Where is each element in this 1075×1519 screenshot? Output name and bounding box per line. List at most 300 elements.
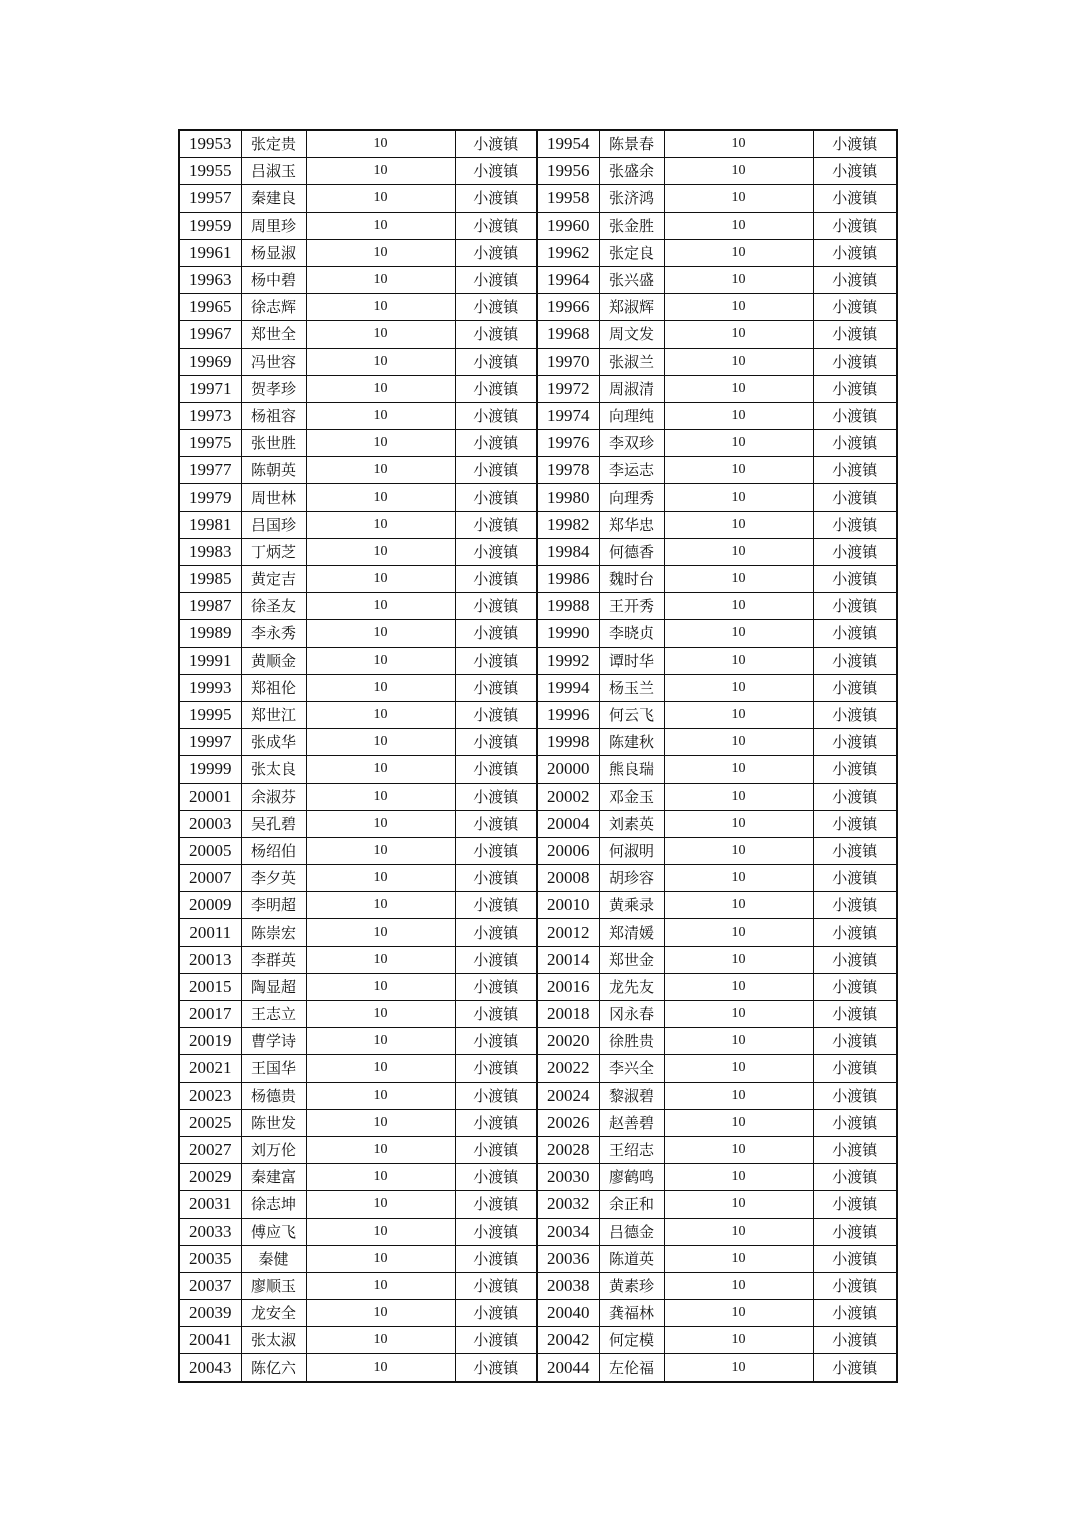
table-row <box>179 973 897 1000</box>
left-person-name-cell: 李永秀 <box>241 620 306 647</box>
right-record-id-cell: 20034 <box>537 1218 599 1245</box>
right-amount-cell: 10 <box>664 185 813 212</box>
left-person-name-cell: 郑世全 <box>241 321 306 348</box>
left-person-name-cell: 陈亿六 <box>241 1354 306 1382</box>
right-town-name-cell: 小渡镇 <box>813 1136 897 1163</box>
left-town-name-cell: 小渡镇 <box>455 593 537 620</box>
right-person-name-cell: 向理纯 <box>599 402 664 429</box>
right-record-id-cell: 20024 <box>537 1082 599 1109</box>
table-row <box>179 674 897 701</box>
left-amount-cell: 10 <box>306 1300 455 1327</box>
table-row <box>179 1327 897 1354</box>
right-person-name-cell: 张兴盛 <box>599 266 664 293</box>
left-record-id-cell: 19997 <box>179 729 241 756</box>
right-record-id-cell: 20000 <box>537 756 599 783</box>
right-amount-cell: 10 <box>664 457 813 484</box>
right-record-id-cell: 19988 <box>537 593 599 620</box>
left-town-name-cell: 小渡镇 <box>455 1109 537 1136</box>
left-amount-cell: 10 <box>306 1245 455 1272</box>
left-person-name-cell: 吕淑玉 <box>241 158 306 185</box>
left-town-name-cell: 小渡镇 <box>455 1164 537 1191</box>
right-amount-cell: 10 <box>664 865 813 892</box>
right-town-name-cell: 小渡镇 <box>813 321 897 348</box>
right-person-name-cell: 胡珍容 <box>599 865 664 892</box>
left-person-name-cell: 刘万伦 <box>241 1136 306 1163</box>
table-row <box>179 130 897 158</box>
left-amount-cell: 10 <box>306 348 455 375</box>
right-amount-cell: 10 <box>664 1272 813 1299</box>
table-row <box>179 321 897 348</box>
right-town-name-cell: 小渡镇 <box>813 946 897 973</box>
left-amount-cell: 10 <box>306 1164 455 1191</box>
table-row <box>179 294 897 321</box>
right-town-name-cell: 小渡镇 <box>813 1272 897 1299</box>
right-person-name-cell: 郑淑辉 <box>599 294 664 321</box>
right-town-name-cell: 小渡镇 <box>813 430 897 457</box>
right-person-name-cell: 龙先友 <box>599 973 664 1000</box>
left-record-id-cell: 19963 <box>179 266 241 293</box>
right-person-name-cell: 张盛余 <box>599 158 664 185</box>
left-record-id-cell: 19983 <box>179 538 241 565</box>
right-town-name-cell: 小渡镇 <box>813 185 897 212</box>
left-amount-cell: 10 <box>306 756 455 783</box>
right-amount-cell: 10 <box>664 1001 813 1028</box>
right-town-name-cell: 小渡镇 <box>813 1300 897 1327</box>
table-row <box>179 1245 897 1272</box>
right-record-id-cell: 19982 <box>537 511 599 538</box>
right-record-id-cell: 19958 <box>537 185 599 212</box>
right-record-id-cell: 19954 <box>537 130 599 158</box>
left-amount-cell: 10 <box>306 1109 455 1136</box>
left-record-id-cell: 19985 <box>179 566 241 593</box>
right-record-id-cell: 19970 <box>537 348 599 375</box>
right-amount-cell: 10 <box>664 783 813 810</box>
left-record-id-cell: 20015 <box>179 973 241 1000</box>
right-person-name-cell: 向理秀 <box>599 484 664 511</box>
left-amount-cell: 10 <box>306 566 455 593</box>
right-record-id-cell: 20004 <box>537 810 599 837</box>
right-town-name-cell: 小渡镇 <box>813 266 897 293</box>
right-person-name-cell: 吕德金 <box>599 1218 664 1245</box>
right-record-id-cell: 19956 <box>537 158 599 185</box>
table-row <box>179 620 897 647</box>
left-amount-cell: 10 <box>306 158 455 185</box>
left-record-id-cell: 19969 <box>179 348 241 375</box>
left-record-id-cell: 20035 <box>179 1245 241 1272</box>
table-row <box>179 1300 897 1327</box>
left-town-name-cell: 小渡镇 <box>455 538 537 565</box>
left-amount-cell: 10 <box>306 266 455 293</box>
left-record-id-cell: 19987 <box>179 593 241 620</box>
right-record-id-cell: 19980 <box>537 484 599 511</box>
right-town-name-cell: 小渡镇 <box>813 402 897 429</box>
left-amount-cell: 10 <box>306 212 455 239</box>
right-town-name-cell: 小渡镇 <box>813 538 897 565</box>
right-person-name-cell: 黎淑碧 <box>599 1082 664 1109</box>
right-town-name-cell: 小渡镇 <box>813 674 897 701</box>
right-record-id-cell: 20008 <box>537 865 599 892</box>
left-amount-cell: 10 <box>306 1354 455 1382</box>
right-record-id-cell: 20014 <box>537 946 599 973</box>
right-town-name-cell: 小渡镇 <box>813 130 897 158</box>
left-amount-cell: 10 <box>306 620 455 647</box>
right-person-name-cell: 张定良 <box>599 239 664 266</box>
right-record-id-cell: 20016 <box>537 973 599 1000</box>
right-record-id-cell: 19996 <box>537 701 599 728</box>
right-town-name-cell: 小渡镇 <box>813 566 897 593</box>
right-amount-cell: 10 <box>664 729 813 756</box>
right-person-name-cell: 张淑兰 <box>599 348 664 375</box>
right-amount-cell: 10 <box>664 566 813 593</box>
left-person-name-cell: 丁炳芝 <box>241 538 306 565</box>
left-person-name-cell: 郑世江 <box>241 701 306 728</box>
table-row <box>179 1164 897 1191</box>
left-amount-cell: 10 <box>306 130 455 158</box>
left-person-name-cell: 郑祖伦 <box>241 674 306 701</box>
left-person-name-cell: 王志立 <box>241 1001 306 1028</box>
left-amount-cell: 10 <box>306 1191 455 1218</box>
left-town-name-cell: 小渡镇 <box>455 1191 537 1218</box>
left-person-name-cell: 贺孝珍 <box>241 375 306 402</box>
right-person-name-cell: 黄素珍 <box>599 1272 664 1299</box>
table-row <box>179 756 897 783</box>
right-town-name-cell: 小渡镇 <box>813 1218 897 1245</box>
right-amount-cell: 10 <box>664 837 813 864</box>
left-amount-cell: 10 <box>306 1218 455 1245</box>
right-record-id-cell: 19986 <box>537 566 599 593</box>
right-amount-cell: 10 <box>664 674 813 701</box>
right-person-name-cell: 何淑明 <box>599 837 664 864</box>
right-person-name-cell: 李运志 <box>599 457 664 484</box>
right-person-name-cell: 郑世金 <box>599 946 664 973</box>
right-person-name-cell: 张金胜 <box>599 212 664 239</box>
left-person-name-cell: 杨绍伯 <box>241 837 306 864</box>
left-record-id-cell: 19981 <box>179 511 241 538</box>
table-row <box>179 919 897 946</box>
table-row <box>179 538 897 565</box>
left-town-name-cell: 小渡镇 <box>455 212 537 239</box>
right-record-id-cell: 19974 <box>537 402 599 429</box>
table-row <box>179 484 897 511</box>
left-person-name-cell: 杨显淑 <box>241 239 306 266</box>
right-town-name-cell: 小渡镇 <box>813 892 897 919</box>
left-person-name-cell: 秦建富 <box>241 1164 306 1191</box>
right-person-name-cell: 龚福林 <box>599 1300 664 1327</box>
left-amount-cell: 10 <box>306 321 455 348</box>
left-person-name-cell: 张成华 <box>241 729 306 756</box>
table-row <box>179 837 897 864</box>
right-record-id-cell: 19978 <box>537 457 599 484</box>
left-person-name-cell: 杨中碧 <box>241 266 306 293</box>
right-amount-cell: 10 <box>664 239 813 266</box>
left-amount-cell: 10 <box>306 1001 455 1028</box>
table-row <box>179 1055 897 1082</box>
right-town-name-cell: 小渡镇 <box>813 511 897 538</box>
right-record-id-cell: 20038 <box>537 1272 599 1299</box>
right-person-name-cell: 李双珍 <box>599 430 664 457</box>
left-record-id-cell: 20017 <box>179 1001 241 1028</box>
right-person-name-cell: 李晓贞 <box>599 620 664 647</box>
table-row <box>179 430 897 457</box>
right-town-name-cell: 小渡镇 <box>813 294 897 321</box>
left-town-name-cell: 小渡镇 <box>455 837 537 864</box>
right-town-name-cell: 小渡镇 <box>813 1001 897 1028</box>
left-amount-cell: 10 <box>306 865 455 892</box>
left-record-id-cell: 20041 <box>179 1327 241 1354</box>
table-row <box>179 402 897 429</box>
left-amount-cell: 10 <box>306 973 455 1000</box>
left-person-name-cell: 廖顺玉 <box>241 1272 306 1299</box>
left-record-id-cell: 20029 <box>179 1164 241 1191</box>
table-row <box>179 239 897 266</box>
roster-table <box>178 129 898 1383</box>
left-person-name-cell: 黄顺金 <box>241 647 306 674</box>
left-person-name-cell: 李明超 <box>241 892 306 919</box>
right-amount-cell: 10 <box>664 1245 813 1272</box>
left-amount-cell: 10 <box>306 1082 455 1109</box>
right-person-name-cell: 郑清媛 <box>599 919 664 946</box>
left-amount-cell: 10 <box>306 457 455 484</box>
right-record-id-cell: 20040 <box>537 1300 599 1327</box>
right-town-name-cell: 小渡镇 <box>813 973 897 1000</box>
left-town-name-cell: 小渡镇 <box>455 892 537 919</box>
right-record-id-cell: 20026 <box>537 1109 599 1136</box>
table-row <box>179 729 897 756</box>
left-person-name-cell: 李群英 <box>241 946 306 973</box>
right-town-name-cell: 小渡镇 <box>813 865 897 892</box>
right-amount-cell: 10 <box>664 538 813 565</box>
left-record-id-cell: 19961 <box>179 239 241 266</box>
left-person-name-cell: 杨祖容 <box>241 402 306 429</box>
right-town-name-cell: 小渡镇 <box>813 1164 897 1191</box>
right-amount-cell: 10 <box>664 1109 813 1136</box>
table-row <box>179 593 897 620</box>
right-person-name-cell: 刘素英 <box>599 810 664 837</box>
left-record-id-cell: 20023 <box>179 1082 241 1109</box>
left-town-name-cell: 小渡镇 <box>455 430 537 457</box>
left-person-name-cell: 徐志辉 <box>241 294 306 321</box>
left-town-name-cell: 小渡镇 <box>455 620 537 647</box>
left-town-name-cell: 小渡镇 <box>455 1272 537 1299</box>
right-amount-cell: 10 <box>664 1082 813 1109</box>
table-row <box>179 212 897 239</box>
right-amount-cell: 10 <box>664 294 813 321</box>
left-town-name-cell: 小渡镇 <box>455 239 537 266</box>
right-town-name-cell: 小渡镇 <box>813 158 897 185</box>
left-town-name-cell: 小渡镇 <box>455 1300 537 1327</box>
left-person-name-cell: 周世林 <box>241 484 306 511</box>
right-person-name-cell: 何定模 <box>599 1327 664 1354</box>
left-amount-cell: 10 <box>306 185 455 212</box>
table-row <box>179 1109 897 1136</box>
left-record-id-cell: 20009 <box>179 892 241 919</box>
right-amount-cell: 10 <box>664 348 813 375</box>
right-town-name-cell: 小渡镇 <box>813 756 897 783</box>
left-record-id-cell: 19977 <box>179 457 241 484</box>
table-row <box>179 457 897 484</box>
right-town-name-cell: 小渡镇 <box>813 348 897 375</box>
right-person-name-cell: 谭时华 <box>599 647 664 674</box>
left-record-id-cell: 19955 <box>179 158 241 185</box>
right-town-name-cell: 小渡镇 <box>813 620 897 647</box>
right-person-name-cell: 余正和 <box>599 1191 664 1218</box>
table-row <box>179 1028 897 1055</box>
right-town-name-cell: 小渡镇 <box>813 1191 897 1218</box>
table-row <box>179 701 897 728</box>
right-person-name-cell: 魏时台 <box>599 566 664 593</box>
right-town-name-cell: 小渡镇 <box>813 239 897 266</box>
left-record-id-cell: 20027 <box>179 1136 241 1163</box>
left-person-name-cell: 杨德贵 <box>241 1082 306 1109</box>
left-amount-cell: 10 <box>306 1327 455 1354</box>
right-amount-cell: 10 <box>664 810 813 837</box>
left-town-name-cell: 小渡镇 <box>455 158 537 185</box>
right-town-name-cell: 小渡镇 <box>813 810 897 837</box>
right-town-name-cell: 小渡镇 <box>813 701 897 728</box>
right-record-id-cell: 20032 <box>537 1191 599 1218</box>
left-record-id-cell: 20007 <box>179 865 241 892</box>
left-person-name-cell: 龙安全 <box>241 1300 306 1327</box>
right-person-name-cell: 廖鹤鸣 <box>599 1164 664 1191</box>
left-town-name-cell: 小渡镇 <box>455 511 537 538</box>
left-amount-cell: 10 <box>306 484 455 511</box>
right-amount-cell: 10 <box>664 1327 813 1354</box>
right-amount-cell: 10 <box>664 484 813 511</box>
right-amount-cell: 10 <box>664 1136 813 1163</box>
left-record-id-cell: 19989 <box>179 620 241 647</box>
right-amount-cell: 10 <box>664 158 813 185</box>
left-record-id-cell: 20031 <box>179 1191 241 1218</box>
right-town-name-cell: 小渡镇 <box>813 375 897 402</box>
left-record-id-cell: 19975 <box>179 430 241 457</box>
right-town-name-cell: 小渡镇 <box>813 1109 897 1136</box>
right-town-name-cell: 小渡镇 <box>813 457 897 484</box>
right-person-name-cell: 张济鸿 <box>599 185 664 212</box>
left-town-name-cell: 小渡镇 <box>455 1245 537 1272</box>
left-amount-cell: 10 <box>306 1272 455 1299</box>
left-record-id-cell: 19973 <box>179 402 241 429</box>
right-record-id-cell: 19964 <box>537 266 599 293</box>
table-row <box>179 185 897 212</box>
right-person-name-cell: 杨玉兰 <box>599 674 664 701</box>
left-amount-cell: 10 <box>306 810 455 837</box>
left-amount-cell: 10 <box>306 1136 455 1163</box>
right-person-name-cell: 李兴全 <box>599 1055 664 1082</box>
table-row <box>179 892 897 919</box>
right-town-name-cell: 小渡镇 <box>813 837 897 864</box>
left-record-id-cell: 19993 <box>179 674 241 701</box>
left-town-name-cell: 小渡镇 <box>455 1055 537 1082</box>
left-record-id-cell: 19999 <box>179 756 241 783</box>
left-town-name-cell: 小渡镇 <box>455 375 537 402</box>
left-record-id-cell: 20013 <box>179 946 241 973</box>
left-record-id-cell: 19953 <box>179 130 241 158</box>
left-record-id-cell: 20033 <box>179 1218 241 1245</box>
right-record-id-cell: 20012 <box>537 919 599 946</box>
right-amount-cell: 10 <box>664 130 813 158</box>
right-town-name-cell: 小渡镇 <box>813 919 897 946</box>
left-town-name-cell: 小渡镇 <box>455 1327 537 1354</box>
right-record-id-cell: 19966 <box>537 294 599 321</box>
left-town-name-cell: 小渡镇 <box>455 484 537 511</box>
right-amount-cell: 10 <box>664 973 813 1000</box>
right-town-name-cell: 小渡镇 <box>813 1082 897 1109</box>
table-row <box>179 810 897 837</box>
left-person-name-cell: 秦健 <box>241 1245 306 1272</box>
left-town-name-cell: 小渡镇 <box>455 294 537 321</box>
right-record-id-cell: 19992 <box>537 647 599 674</box>
right-amount-cell: 10 <box>664 402 813 429</box>
table-row <box>179 946 897 973</box>
right-amount-cell: 10 <box>664 375 813 402</box>
left-town-name-cell: 小渡镇 <box>455 810 537 837</box>
table-row <box>179 266 897 293</box>
right-amount-cell: 10 <box>664 1028 813 1055</box>
left-town-name-cell: 小渡镇 <box>455 130 537 158</box>
right-person-name-cell: 周文发 <box>599 321 664 348</box>
table-row <box>179 566 897 593</box>
left-amount-cell: 10 <box>306 538 455 565</box>
left-person-name-cell: 张世胜 <box>241 430 306 457</box>
left-town-name-cell: 小渡镇 <box>455 1136 537 1163</box>
right-amount-cell: 10 <box>664 212 813 239</box>
right-person-name-cell: 何云飞 <box>599 701 664 728</box>
left-person-name-cell: 冯世容 <box>241 348 306 375</box>
left-town-name-cell: 小渡镇 <box>455 729 537 756</box>
right-amount-cell: 10 <box>664 946 813 973</box>
right-amount-cell: 10 <box>664 266 813 293</box>
right-person-name-cell: 周淑清 <box>599 375 664 402</box>
left-town-name-cell: 小渡镇 <box>455 1218 537 1245</box>
left-record-id-cell: 19965 <box>179 294 241 321</box>
left-town-name-cell: 小渡镇 <box>455 185 537 212</box>
table-row <box>179 348 897 375</box>
left-amount-cell: 10 <box>306 701 455 728</box>
right-record-id-cell: 19972 <box>537 375 599 402</box>
right-person-name-cell: 冈永春 <box>599 1001 664 1028</box>
right-person-name-cell: 王开秀 <box>599 593 664 620</box>
left-person-name-cell: 张太良 <box>241 756 306 783</box>
right-record-id-cell: 19960 <box>537 212 599 239</box>
right-record-id-cell: 20044 <box>537 1354 599 1382</box>
right-person-name-cell: 王绍志 <box>599 1136 664 1163</box>
left-town-name-cell: 小渡镇 <box>455 701 537 728</box>
left-record-id-cell: 20003 <box>179 810 241 837</box>
right-amount-cell: 10 <box>664 1191 813 1218</box>
left-person-name-cell: 陈世发 <box>241 1109 306 1136</box>
left-amount-cell: 10 <box>306 239 455 266</box>
left-person-name-cell: 秦建良 <box>241 185 306 212</box>
left-town-name-cell: 小渡镇 <box>455 1082 537 1109</box>
left-town-name-cell: 小渡镇 <box>455 647 537 674</box>
right-person-name-cell: 熊良瑞 <box>599 756 664 783</box>
right-town-name-cell: 小渡镇 <box>813 729 897 756</box>
right-record-id-cell: 19994 <box>537 674 599 701</box>
right-record-id-cell: 20022 <box>537 1055 599 1082</box>
right-record-id-cell: 19990 <box>537 620 599 647</box>
right-town-name-cell: 小渡镇 <box>813 212 897 239</box>
right-amount-cell: 10 <box>664 892 813 919</box>
left-town-name-cell: 小渡镇 <box>455 674 537 701</box>
right-amount-cell: 10 <box>664 1300 813 1327</box>
left-person-name-cell: 陈朝英 <box>241 457 306 484</box>
right-amount-cell: 10 <box>664 701 813 728</box>
right-person-name-cell: 陈建秋 <box>599 729 664 756</box>
right-person-name-cell: 邓金玉 <box>599 783 664 810</box>
right-town-name-cell: 小渡镇 <box>813 1327 897 1354</box>
left-town-name-cell: 小渡镇 <box>455 973 537 1000</box>
table-row <box>179 375 897 402</box>
